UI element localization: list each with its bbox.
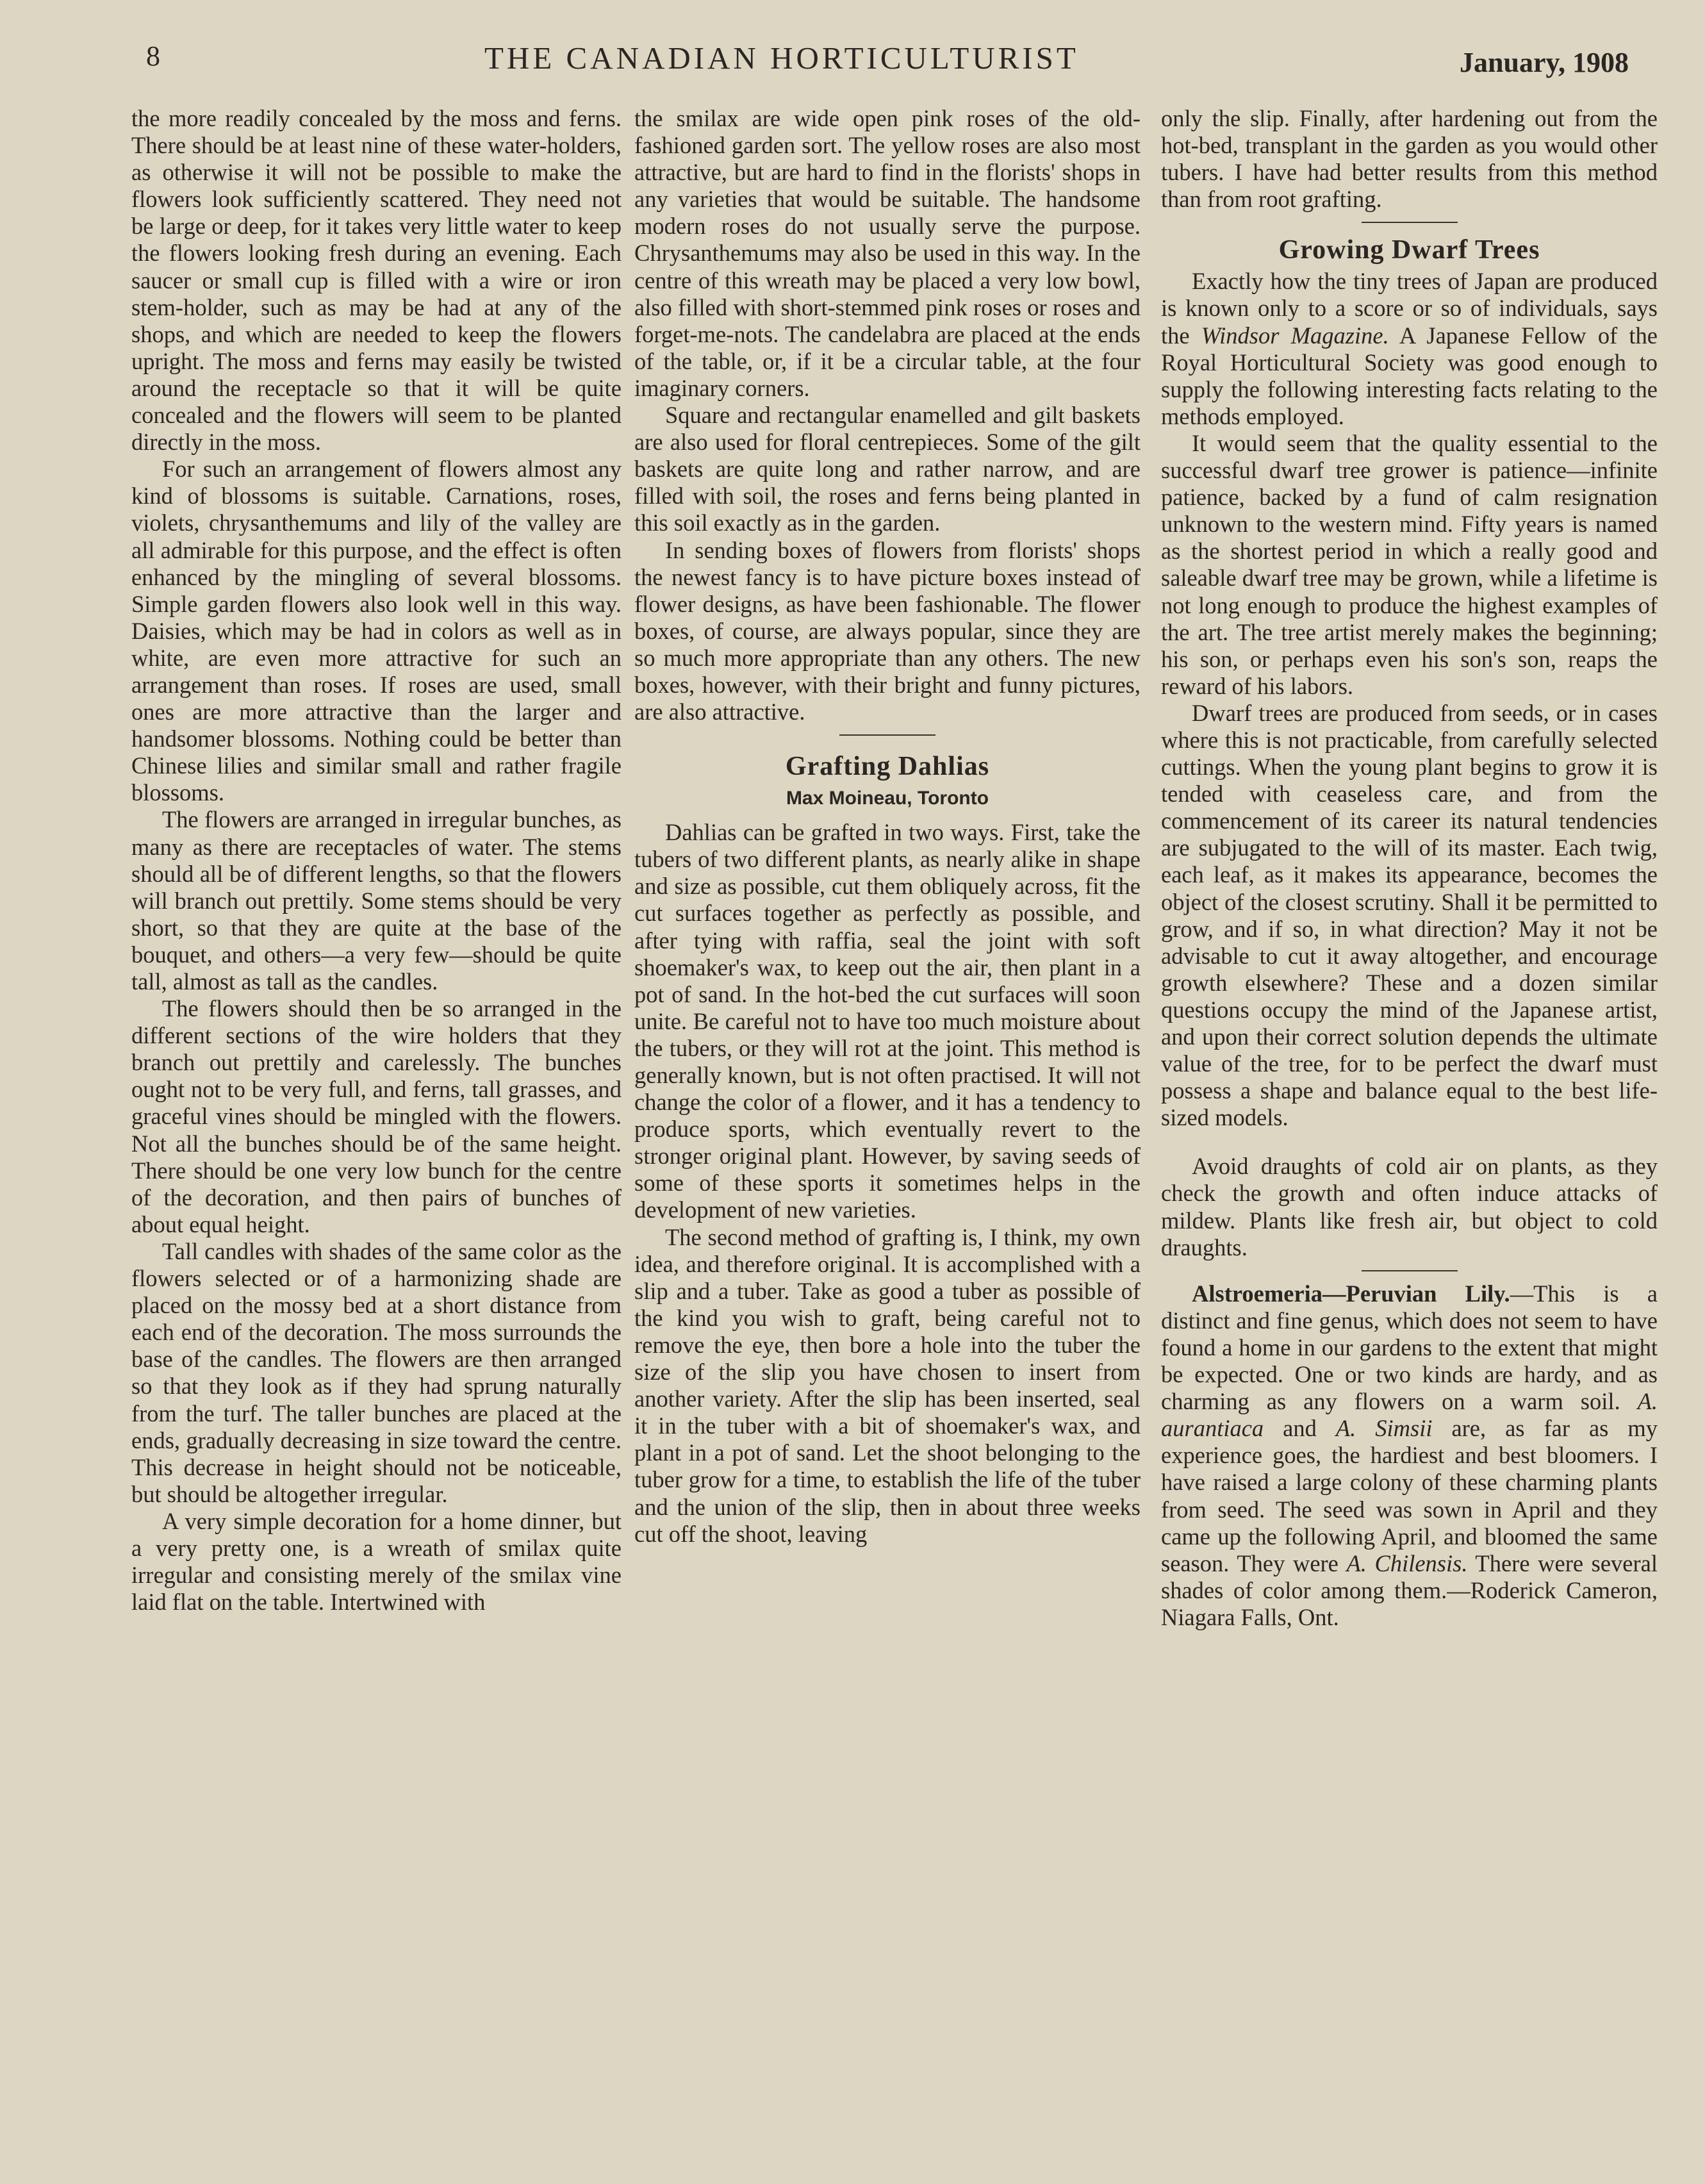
paragraph: Dahlias can be grafted in two ways. First, take the tubers of two different plants, as nearly alike in shape and size as possible, cut them obliquely across, fit the cut surfaces together as perfectly as possible, and after tying with raffia, seal the joint with soft shoemaker's wax, to keep out the air, then plant in a pot of sand. In the hot-bed the cut surfaces will soon unite. Be careful not to have too much moisture about the tubers, or they will rot at the joint. This method is generally known, but is not often practised. It will not change the color of a flower, and it has a tendency to produce sports, which eventually revert to the stronger original plant. However, by saving seeds of some of these sports it sometimes helps in the development of new varieties. [634, 819, 1141, 1223]
text-run: and [1264, 1415, 1336, 1442]
paragraph [1161, 1280, 1658, 1631]
article-heading: Grafting Dahlias [785, 752, 990, 782]
text-run: Exactly how the tiny trees of Japan are produced is known only to a score or so of individuals, says the [1161, 268, 1658, 349]
paragraph: the more readily concealed by the moss and ferns. There should be at least nine of these water-holders, as otherwise it will not be possible to make the flowers look sufficiently scattered. They need not be large or deep, for it takes very little water to keep the flowers looking fresh during an evening. Each saucer or small cup is filled with a wire or iron stem-holder, such as may be had at any of the shops, and which are needed to keep the flowers upright. The moss and ferns may easily be twisted around the receptacle so that it will be quite concealed and the flowers will seem to be planted directly in the moss. [131, 105, 622, 456]
paragraph [1161, 268, 1658, 430]
article-byline: Max Moineau, Toronto [786, 788, 989, 809]
column-2 [634, 105, 1141, 1548]
paragraph: Square and rectangular enamelled and gilt baskets are also used for floral centrepieces. Some of the gilt baskets are quite long and rather narrow, and are filled with soil, the roses and ferns being planted in this soil exactly as in the garden. [634, 402, 1141, 536]
issue-date: January, 1908 [1460, 47, 1629, 78]
paragraph: The flowers should then be so arranged in the different sections of the wire holders that they branch out prettily and carelessly. The bunches ought not to be very full, and ferns, tall grasses, and graceful vines should be mingled with the flowers. Not all the bunches should be of the same height. There should be one very low bunch for the centre of the decoration, and then pairs of bunches of about equal height. [131, 995, 622, 1237]
paragraph: The flowers are arranged in irregular bunches, as many as there are receptacles of water. The stems should all be of different lengths, so that the flowers will branch out prettily. Some stems should be very short, so that they are quite at the base of the bouquet, and others—a very few—should be quite tall, almost as tall as the candles. [131, 806, 622, 995]
divider [1362, 1270, 1458, 1271]
paragraph: It would seem that the quality essential to the successful dwarf tree grower is patience—infinite patience, backed by a fund of calm resignation unknown to the western mind. Fifty years is named as the shortest period in which a really good and saleable dwarf tree may be grown, while a lifetime is not long enough to produce the highest examples of the art. The tree artist merely makes the beginning; his son, or perhaps even his son's son, reaps the reward of his labors. [1161, 429, 1658, 699]
divider [1362, 222, 1458, 223]
text-run: A Japanese Fellow of the Royal Horticultural Society was good enough to supply the following interesting facts relating to the methods employed. [1161, 322, 1658, 429]
paragraph: In sending boxes of flowers from florists' shops the newest fancy is to have picture boxes instead of flower designs, as have been fashionable. The flower boxes, of course, are always popular, since they are so much more appropriate than any others. The new boxes, however, with their bright and funny pictures, are also attractive. [634, 536, 1141, 725]
paragraph: A very simple decoration for a home dinner, but a very pretty one, is a wreath of smilax quite irregular and consisting merely of the smilax vine laid flat on the table. Intertwined with [131, 1507, 622, 1616]
divider [839, 734, 935, 736]
paragraph: the smilax are wide open pink roses of the old-fashioned garden sort. The yellow roses are also most attractive, but are hard to find in the florists' shops in any varieties that would be suitable. The handsome modern roses do not usually serve the purpose. Chrysanthemums may also be used in this way. In the centre of this wreath may be placed a very low bowl, also filled with short-stemmed pink roses or roses and forget-me-nots. The candelabra are placed at the ends of the table, or, if it be a circular table, at the four imaginary corners. [634, 105, 1141, 401]
paragraph: Tall candles with shades of the same color as the flowers selected or of a harmonizing shade are placed on the mossy bed at a short distance from each end of the decoration. The moss surrounds the base of the candles. The flowers are then arranged so that they look as if they had sprung naturally from the turf. The taller bunches are placed at the ends, gradually decreasing in size toward the centre. This decrease in height should not be noticeable, but should be altogether irregular. [131, 1237, 622, 1507]
spacer [1161, 1131, 1658, 1153]
text-run: There were several shades of color among them.—Roderick Cameron, Niagara Falls, Ont. [1161, 1550, 1658, 1630]
text-run: —This is a distinct and fine genus, which does not seem to have found a home in our gardens to the extent that might be expected. One or two kinds are hardy, and as charming as any flowers on a warm soil. [1161, 1280, 1658, 1415]
masthead-title: THE CANADIAN HORTICULTURIST [484, 40, 1079, 76]
species-name: A. Chilensis. [1346, 1550, 1468, 1576]
species-name: A. Simsii [1335, 1415, 1433, 1442]
text-run: are, as far as my experience goes, the hardiest and best bloomers. I have raised a large colony of these charming plants from seed. The seed was sown in April and they came up the following April, and bloomed the same season. They were [1161, 1415, 1658, 1576]
article-heading: Growing Dwarf Trees [1278, 235, 1540, 265]
species-name: A. aurantiaca [1161, 1388, 1658, 1442]
page-number: 8 [146, 40, 160, 72]
column-1 [131, 105, 622, 1616]
column-3 [1161, 105, 1658, 1631]
paragraph: Dwarf trees are produced from seeds, or in cases where this is not practicable, from carefully selected cuttings. When the young plant begins to grow it is tended with ceaseless care, and from the commencement of its career its natural tendencies are subjugated to the will of its master. Each twig, each leaf, as it makes its appearance, becomes the object of the closest scrutiny. Shall it be permitted to grow, and if so, in what direction? May it not be advisable to cut it away altogether, and encourage growth elsewhere? These and a dozen similar questions occupy the mind of the Japanese artist, and upon their correct solution depends the ultimate value of the tree, for to be perfect the dwarf must possess a shape and balance equal to the best life-sized models. [1161, 699, 1658, 1131]
paragraph: only the slip. Finally, after hardening out from the hot-bed, transplant in the garden as you would other tubers. I have had better results from this method than from root grafting. [1161, 105, 1658, 213]
paragraph: Avoid draughts of cold air on plants, as they check the growth and often induce attacks of mildew. Plants like fresh air, but object to cold draughts. [1161, 1153, 1658, 1261]
paragraph: The second method of grafting is, I think, my own idea, and therefore original. It is accomplished with a slip and a tuber. Take as good a tuber as possible of the kind you wish to graft, being careful not to remove the eye, then bore a hole into the tuber the size of the slip you have chosen to insert from another variety. After the slip has been inserted, seal it in the tuber with a bit of shoemaker's wax, and plant in a pot of sand. Let the shoot belonging to the tuber grow for a time, to establish the life of the tuber and the union of the slip, then in about three weeks cut off the shoot, leaving [634, 1223, 1141, 1547]
lead-in: Alstroemeria—Peruvian Lily. [1192, 1280, 1510, 1307]
paragraph: For such an arrangement of flowers almost any kind of blossoms is suitable. Carnations, roses, violets, chrysanthemums and lily of the valley are all admirable for this purpose, and the effect is often enhanced by the mingling of several blossoms. Simple garden flowers also look well in this way. Daisies, which may be had in colors as well as in white, are even more attractive for such an arrangement than roses. If roses are used, small ones are more attractive than the larger and handsomer blossoms. Nothing could be better than Chinese lilies and similar small and rather fragile blossoms. [131, 456, 622, 806]
source-title: Windsor Magazine. [1201, 322, 1389, 349]
